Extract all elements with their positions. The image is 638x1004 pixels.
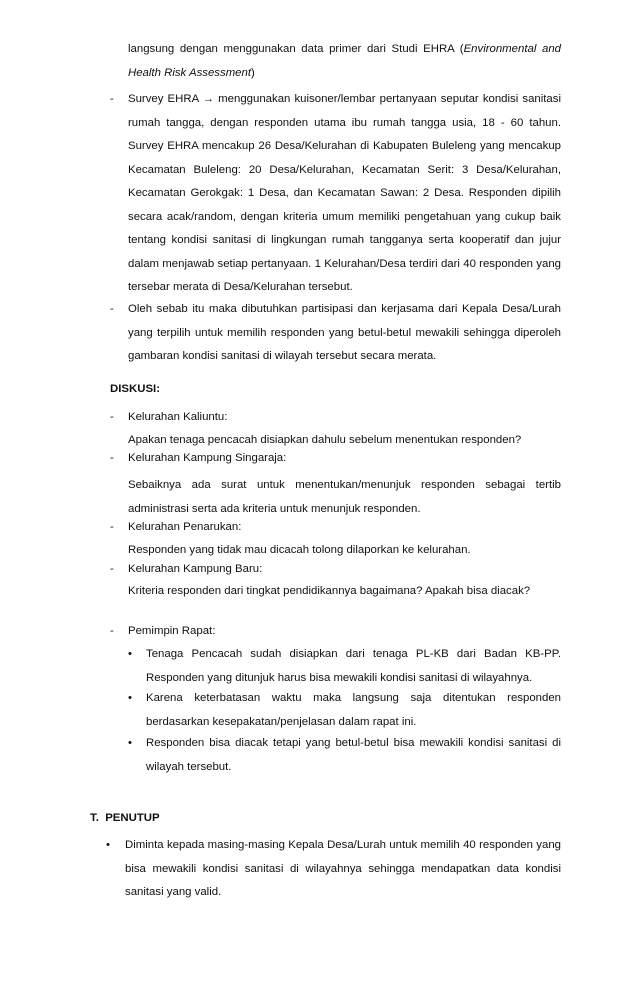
list-marker: - xyxy=(110,563,114,575)
bullet-marker: • xyxy=(128,737,132,749)
bullet-marker: • xyxy=(128,692,132,704)
discussion-text: Apakan tenaga pencacah disiapkan dahulu sebelum menentukan responden? xyxy=(128,434,522,446)
speaker-label: Kelurahan Kaliuntu: xyxy=(128,411,228,423)
speaker-label: Kelurahan Kampung Baru: xyxy=(128,563,263,575)
closing-point: Diminta kepada masing-masing Kepala Desa/Lurah untuk memilih 40 responden yang bisa mewakili kondisi sanitasi di wilayahnya sehingga mendapatkan data kondisi sanitasi yang valid. xyxy=(125,839,561,898)
list-marker: - xyxy=(110,521,114,533)
list-marker: - xyxy=(110,411,114,423)
bullet-marker: • xyxy=(128,648,132,660)
list-marker: - xyxy=(110,452,114,464)
list-marker: - xyxy=(110,303,114,315)
discussion-text: Sebaiknya ada surat untuk menentukan/menunjuk responden sebagai tertib administrasi serta ada kriteria untuk menunjuk responden. xyxy=(128,479,561,515)
speaker-label: Kelurahan Penarukan: xyxy=(128,521,242,533)
leader-point: Responden bisa diacak tetapi yang betul-betul bisa mewakili kondisi sanitasi di wilayah tersebut. xyxy=(146,737,561,773)
intro-paragraph: langsung dengan menggunakan data primer dari Studi EHRA (Environmental and Health Risk Assessment) xyxy=(128,43,561,79)
leader-point: Karena keterbatasan waktu maka langsung saja ditentukan responden berdasarkan kesepakatan/penjelasan dalam rapat ini. xyxy=(146,692,561,728)
list-marker: - xyxy=(110,93,114,105)
ehra-full-name: Environmental and Health Risk Assessment xyxy=(128,43,561,79)
diskusi-heading: DISKUSI: xyxy=(110,383,160,395)
survey-ehra-paragraph: Survey EHRA → menggunakan kuisoner/lembar pertanyaan seputar kondisi sanitasi rumah tangga, dengan responden utama ibu rumah tangga usia, 18 - 60 tahun. Survey EHRA mencakup 26 Desa/Kelurahan di Kabupaten Buleleng yang mencakup Kecamatan Buleleng: 20 Desa/Kelurahan, Kecamatan Serit: 3 Desa/Kelurahan, Kecamatan Gerokgak: 1 Desa, dan Kecamatan Sawan: 2 Desa. Responden dipilih secara acak/random, dengan kriteria umum memiliki pengetahuan yang cukup baik tentang kondisi sanitasi di lingkungan rumah tangganya serta kooperatif dan jujur dalam menjawab setiap pertanyaan. 1 Kelurahan/Desa terdiri dari 40 responden yang tersebar merata di Desa/Kelurahan tersebut. xyxy=(128,93,561,293)
penutup-heading: T. PENUTUP xyxy=(90,812,160,824)
discussion-text: Responden yang tidak mau dicacah tolong dilaporkan ke kelurahan. xyxy=(128,544,471,556)
list-marker: - xyxy=(110,625,114,637)
speaker-label: Kelurahan Kampung Singaraja: xyxy=(128,452,287,464)
speaker-label: Pemimpin Rapat: xyxy=(128,625,216,637)
leader-point: Tenaga Pencacah sudah disiapkan dari tenaga PL-KB dari Badan KB-PP. Responden yang ditunjuk harus bisa mewakili kondisi sanitasi di wilayahnya. xyxy=(146,648,561,684)
bullet-marker: • xyxy=(106,839,110,851)
discussion-text: Kriteria responden dari tingkat pendidikannya bagaimana? Apakah bisa diacak? xyxy=(128,585,531,597)
participation-paragraph: Oleh sebab itu maka dibutuhkan partisipasi dan kerjasama dari Kepala Desa/Lurah yang terpilih untuk memilih responden yang betul-betul mewakili sehingga diperoleh gambaran kondisi sanitasi di wilayah tersebut secara merata. xyxy=(128,303,561,362)
